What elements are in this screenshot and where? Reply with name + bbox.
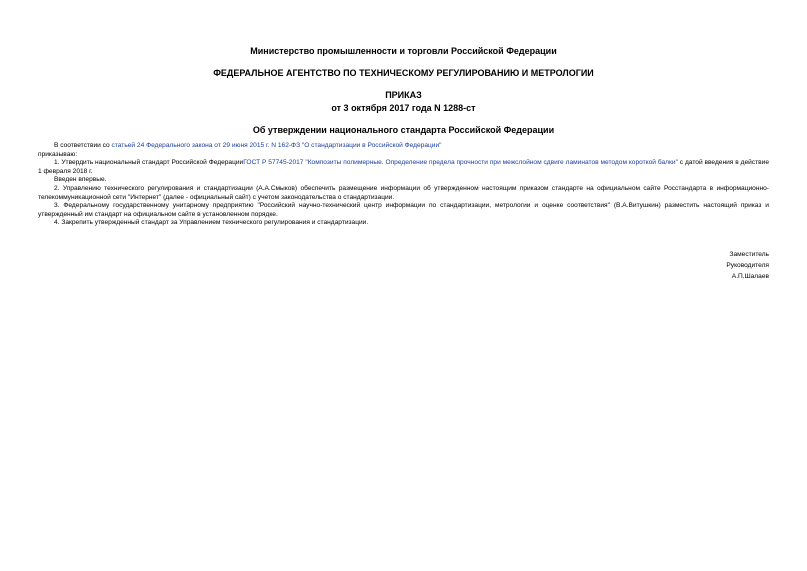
date-number: от 3 октября 2017 года N 1288-ст: [331, 103, 476, 113]
agency-heading: ФЕДЕРАЛЬНОЕ АГЕНТСТВО ПО ТЕХНИЧЕСКОМУ РЕГУЛИРОВАНИЮ И МЕТРОЛОГИИ: [213, 68, 594, 78]
signature-block: [726, 249, 769, 282]
ministry-heading: Министерство промышленности и торговли Российской Федерации: [250, 46, 557, 56]
document-type: ПРИКАЗ: [385, 90, 422, 100]
item-3-paragraph: 3. Федеральному государственному унитарному предприятию "Российский научно-технический центр информации по стандартизации, метрологии и оценке соответствия" (В.А.Витушкин) разместить настоящий приказ и утвержденный им стандарт на официальном сайте в установленном порядке.: [38, 202, 769, 218]
item-1-suffix: с датой введения в действие 1 февраля 2018 г.: [38, 159, 769, 175]
order-word: приказываю:: [38, 150, 78, 158]
item-4-paragraph: 4. Закрепить утвержденный стандарт за Управлением технического регулирования и стандартизации.: [54, 219, 369, 227]
document-body: [38, 142, 769, 228]
intro-paragraph: [38, 142, 769, 151]
signature-title-line-1: Заместитель: [729, 251, 769, 258]
signature-name: А.П.Шалаев: [731, 273, 769, 280]
item-1-prefix: 1. Утвердить национальный стандарт Российской Федерации: [54, 159, 244, 167]
introduced-note: Введен впервые.: [54, 176, 107, 184]
intro-prefix: В соответствии со: [54, 142, 112, 149]
item-2-paragraph: 2. Управлению технического регулирования и стандартизации (А.А.Смыков) обеспечить размещение информации об утвержденном настоящим приказом стандарте на официальном сайте Росстандарта в информационно-телекоммуникационной сети "Интернет" (далее - официальный сайт) с учетом законодательства о стандартизации.: [38, 184, 769, 201]
federal-law-link[interactable]: статьей 24 Федерального закона от 29 июня 2015 г. N 162-ФЗ "О стандартизации в Российской Федерации": [111, 142, 442, 149]
item-1-paragraph: [38, 159, 769, 176]
signature-title-line-2: Руководителя: [726, 262, 769, 269]
document-subject: Об утверждении национального стандарта Российской Федерации: [252, 125, 555, 135]
gost-standard-link[interactable]: ГОСТ Р 57745-2017 "Композиты полимерные. Определение предела прочности при межслойном сдвиге ламинатов методом короткой балки": [243, 159, 678, 167]
